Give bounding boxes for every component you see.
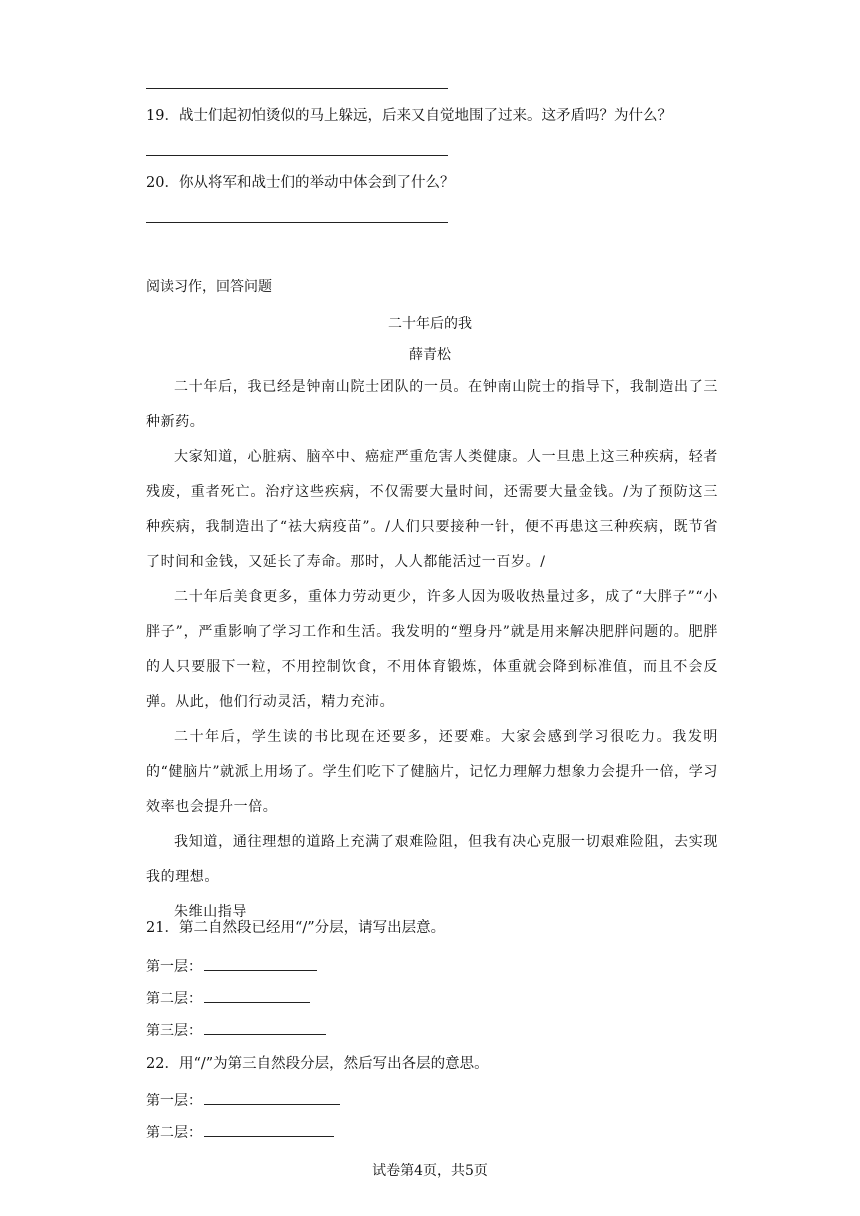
layer-row <box>146 1122 334 1142</box>
answer-line <box>146 222 448 223</box>
page-footer: 试卷第4页，共5页 <box>372 1163 488 1179</box>
answer-blank[interactable] <box>204 988 310 1003</box>
essay-paragraph: 二十年后美食更多，重体力劳动更少，许多人因为吸收热量过多，成了“大胖子”“小胖子”，严重影响了学习工作和生活。我发明的“塑身丹”就是用来解决肥胖问题的。肥胖的人只要服下一粒，不用控制饮食，不用体育锻炼，体重就会降到标准值，而且不会反弹。从此，他们行动灵活，精力充沛。 <box>146 589 718 710</box>
answer-line <box>146 155 448 156</box>
essay-paragraph: 我知道，通往理想的道路上充满了艰难险阻，但我有决心克服一切艰难险阻，去实现我的理想。 <box>146 834 718 885</box>
question-19: 19．战士们起初怕烫似的马上躲远，后来又自觉地围了过来。这矛盾吗？为什么？ <box>146 108 672 124</box>
essay-body <box>146 370 718 930</box>
question-21: 21．第二自然段已经用“/”分层，请写出层意。 <box>146 920 446 936</box>
essay-author: 薛青松 <box>409 347 451 363</box>
layer-row <box>146 988 310 1008</box>
essay-teacher: 朱维山指导 <box>174 904 247 920</box>
layer-row <box>146 1020 326 1040</box>
answer-blank[interactable] <box>204 1122 334 1137</box>
layer-row <box>146 1090 340 1110</box>
layer-label: 第一层： <box>146 959 202 975</box>
answer-blank[interactable] <box>204 1090 340 1105</box>
answer-blank[interactable] <box>204 1020 326 1035</box>
layer-label: 第三层： <box>146 1023 202 1039</box>
layer-label: 第二层： <box>146 1125 202 1141</box>
essay-paragraph: 二十年后，学生读的书比现在还要多，还要难。大家会感到学习很吃力。我发明的“健脑片”就派上用场了。学生们吃下了健脑片，记忆力理解力想象力会提升一倍，学习效率也会提升一倍。 <box>146 729 718 815</box>
essay-paragraph: 二十年后，我已经是钟南山院士团队的一员。在钟南山院士的指导下，我制造出了三种新药。 <box>146 379 718 430</box>
essay-title: 二十年后的我 <box>388 316 472 332</box>
reading-intro: 阅读习作，回答问题 <box>146 279 272 295</box>
question-20: 20．你从将军和战士们的举动中体会到了什么？ <box>146 175 455 191</box>
answer-blank[interactable] <box>204 956 317 971</box>
layer-label: 第二层： <box>146 991 202 1007</box>
layer-label: 第一层： <box>146 1093 202 1109</box>
answer-line <box>146 88 448 89</box>
question-22: 22．用“/”为第三自然段分层，然后写出各层的意思。 <box>146 1056 489 1072</box>
essay-paragraph: 大家知道，心脏病、脑卒中、癌症严重危害人类健康。人一旦患上这三种疾病，轻者残废，重者死亡。治疗这些疾病，不仅需要大量时间，还需要大量金钱。/为了预防这三种疾病，我制造出了“祛大病疫苗”。/人们只要接种一针，便不再患这三种疾病，既节省了时间和金钱，又延长了寿命。那时，人人都能活过一百岁。/ <box>146 449 718 570</box>
layer-row <box>146 956 317 976</box>
